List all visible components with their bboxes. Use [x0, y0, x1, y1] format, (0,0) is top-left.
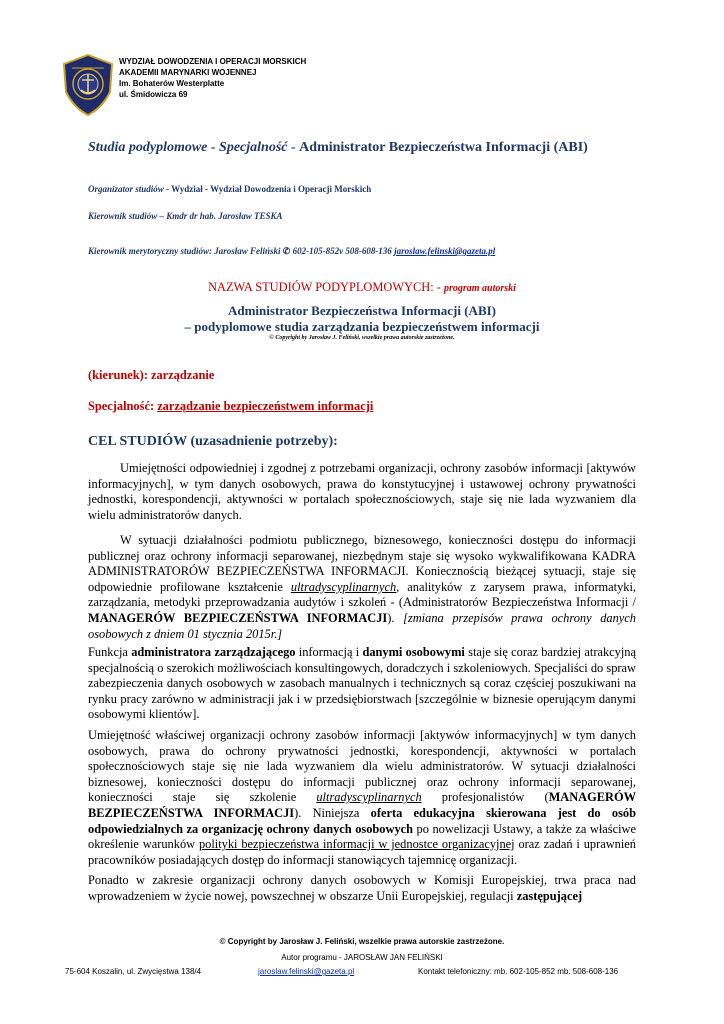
header-street: ul. Śmidowicza 69	[119, 90, 188, 99]
page-title	[88, 139, 688, 157]
p3-a: Funkcja	[88, 645, 132, 659]
program-name-label: NAZWA STUDIÓW PODYPLOMOWYCH: -	[208, 280, 444, 294]
p4-offer: oferta edukacyjna skierowana jest do osób odpowiedzialnych za organizację ochrony danych osobowych	[88, 805, 636, 836]
paragraph-4	[88, 728, 636, 868]
program-title	[0, 303, 724, 335]
organizer-text: - Wydział - Wydział Dowodzenia i Operacji Morskich	[163, 184, 372, 194]
p2-a: W sytuacji działalności podmiotu publicznego, biznesowego, konieczności dostępu do informacji publicznej oraz ochrony informacji separowanej, niezbędnym staje się wysoko wykwalifikowana KADRA ADMINISTRATORÓW BEZPIECZEŃSTWA INFORMACJI. Koniecznością bieżącej sytuacji, staje się odpowiednie profilowane kształcenie	[88, 533, 636, 594]
p2-law-change: [zmiana przepisów prawa ochrony danych osobowych z dniem 01 stycznia 2015r.]	[88, 610, 636, 641]
p2-managers: MANAGERÓW BEZPIECZEŃSTWA INFORMACJI	[88, 610, 388, 625]
program-title-line2: – podyplomowe studia zarządzania bezpieczeństwem informacji	[184, 319, 540, 334]
p4-policy: polityki bezpieczeństwa informacji w jednostce organizacyjnej	[198, 837, 515, 852]
content-head-name: Kierownik merytoryczny studiów: Jarosław Feliński	[88, 246, 281, 256]
p3-c: informacją i	[295, 645, 363, 659]
organizer-line	[88, 183, 371, 195]
program-title-line1: Administrator Bezpieczeństwa Informacji (ABI)	[227, 303, 497, 318]
p3-e: staje się coraz bardziej atrakcyjną specjalnością o szerokich możliwościach konsultingowych, doradczych i szkoleniowych. Specjaliści do spraw zabezpieczenia danych osobowych w zasobach manualnych i technicznych są coraz częściej poszukiwani na rynku pracy zarówno w administracji jak i w przedsiębiorstwach [szczególnie w biznesie operującym danymi osobowymi klientów].	[88, 645, 636, 722]
specialty-value: zarządzanie bezpieczeństwem informacji	[157, 399, 374, 413]
phone-icon: ✆	[282, 246, 291, 256]
p4-i: oraz zadań i uprawnień pracowników posiadających dostęp do informacji stanowiących tajemnicę organizacji.	[88, 837, 637, 867]
p2-e: ).	[387, 610, 404, 625]
head-of-studies: Kierownik studiów – Kmdr dr hab. Jarosław TESKA	[88, 211, 283, 221]
program-copyright: © Copyright by Jarosław J. Feliński, wszelkie prawa autorskie zastrzeżone.	[269, 335, 455, 341]
footer-author: Autor programu - JAROSŁAW JAN FELIŃSKI	[281, 953, 443, 962]
naval-academy-emblem-icon	[62, 54, 114, 116]
p2-ultra: ultradyscyplinarnych	[290, 579, 397, 594]
footer-copyright: © Copyright by Jarosław J. Feliński, wszelkie prawa autorskie zastrzeżone.	[219, 937, 505, 946]
specialty-line	[88, 398, 373, 414]
program-name-note: program autorski	[443, 283, 516, 294]
paragraph-5	[88, 873, 636, 904]
title-abi: Administrator Bezpieczeństwa Informacji (ABI)	[299, 140, 588, 155]
organizer-label: Organizator studiów	[88, 184, 164, 194]
program-name-line	[0, 279, 724, 297]
header-faculty: WYDZIAŁ DOWODZENIA I OPERACJI MORSKICH	[119, 57, 307, 66]
content-head-phone: 602-105-852v 508-608-136	[290, 246, 395, 256]
paragraph-1-text: Umiejętności odpowiedniej i zgodnej z potrzebami organizacji, ochrony zasobów informacji [aktywów informacyjnych], w tym danych osobowych, prawa do konstytucyjnej i ustawowej ochrony prywatności jednostki, korespondencji, aktywności w portalach społecznościowych, staje się nie lada wyzwaniem dla wielu administratorów danych.	[88, 461, 636, 522]
p4-managers: MANAGERÓW BEZPIECZEŃSTWA INFORMACJI	[88, 790, 636, 820]
p4-e: ). Niniejsza	[294, 805, 371, 820]
p4-c: profesjonalistów (	[421, 790, 549, 805]
header-block	[119, 56, 419, 100]
footer-address: 75-604 Koszalin, ul. Zwycięstwa 138/4	[65, 967, 202, 976]
paragraph-1	[88, 461, 636, 523]
p4-ultra: ultradyscyplinarnych	[316, 790, 422, 805]
p4-g: po nowelizacji Ustawy, a także za właściwe określenie warunków	[88, 821, 636, 852]
specialty-label: Specjalność:	[88, 399, 158, 413]
p5-replacing: zastępującej	[516, 888, 583, 903]
paragraph-3	[88, 645, 636, 723]
footer-contact: Kontakt telefoniczny: mb. 602-105-852 mb. 508-608-136	[418, 967, 619, 976]
content-head-line	[88, 245, 495, 257]
p5-a: Ponadto w zakresie organizacji ochrony danych osobowych w Komisji Europejskiej, trwa praca nad wprowadzeniem w życie nowej, powszechnej w obszarze Unii Europejskiej, regulacji	[88, 873, 636, 903]
paragraph-2	[88, 533, 636, 642]
p4-a: Umiejętność właściwej organizacji ochrony zasobów informacji [aktywów informacyjnych] w tym danych osobowych, prawa do ochrony prywatności jednostki, korespondencji, aktywności w portalach społecznościowych staje się nie lada wyzwaniem dla wielu administratorów. W sytuacji działalności biznesowej, konieczności dostępu do informacji publicznej oraz ochrony informacji separowanej, konieczności staje się szkolenie	[88, 728, 636, 805]
header-academy: AKADEMII MARYNARKI WOJENNEJ	[119, 68, 257, 77]
p2-c: , analityków z zarysem prawa, informatyki, zarządzania, metodyki przeprowadzania audytów i szkoleń - (Administratorów Bezpieczeństwa Informacji /	[88, 579, 636, 610]
title-prefix: Studia podyplomowe - Specjalność -	[88, 140, 300, 155]
direction-line: (kierunek): zarządzanie	[88, 368, 215, 382]
footer-email-link[interactable]: jaroslaw.felinski@gazeta.pl	[258, 967, 355, 976]
goal-heading: CEL STUDIÓW (uzasadnienie potrzeby):	[88, 434, 338, 449]
p3-admin: administratora zarządzającego	[131, 645, 296, 659]
header-patron: Im. Bohaterów Westerplatte	[119, 79, 225, 88]
p3-personal-data: danymi osobowymi	[362, 645, 465, 659]
content-head-email-link[interactable]: jaroslaw.felinski@gazeta.pl	[394, 246, 496, 256]
